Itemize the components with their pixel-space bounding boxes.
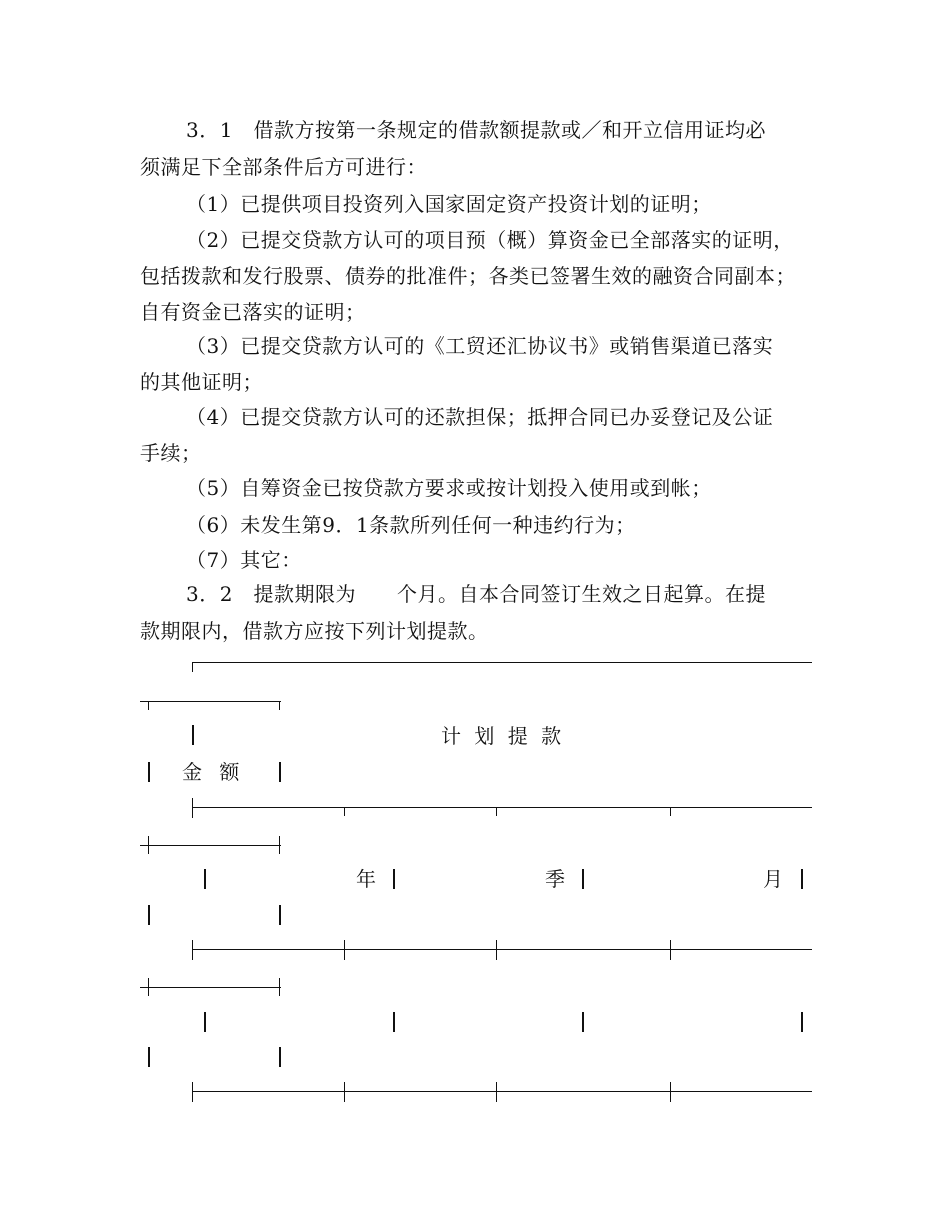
row-data-bar-3 [582,1012,584,1032]
amount-left-bar [148,762,150,782]
header-left-bar [192,725,194,745]
separator-1 [192,807,812,808]
condition-6: （6）未发生第9．1条款所列任何一种违约行为； [186,513,636,537]
table-top-border-wrap [140,701,281,702]
sep1-tee-left [192,798,193,818]
condition-2-line-3: 自有资金已落实的证明； [140,300,366,324]
row-data-wrap-bar-left [148,1047,150,1067]
row-ym-bar-1 [204,869,206,889]
condition-4-line-1: （4）已提交贷款方认可的还款担保；抵押合同已办妥登记及公证 [186,405,774,429]
separator-1-wrap [140,845,281,846]
row-ym-bar-2 [393,869,395,889]
row-ym-bar-4 [801,869,803,889]
header-plan-label: 计 划 提 款 [441,724,562,748]
sep3-cross-2 [496,1082,497,1102]
sep2-cross-2 [496,940,497,960]
clause-3-1-line-2: 须满足下全部条件后方可进行： [140,155,427,179]
condition-7: （7）其它： [186,548,302,572]
sep2-wrap-tick-right [279,978,280,996]
condition-3-line-1: （3）已提交贷款方认可的《工贸还汇协议书》或销售渠道已落实 [186,334,774,358]
sep1-tick-3 [670,807,671,816]
clause-3-2-line-1: 3．2 提款期限为 个月。自本合同签订生效之日起算。在提 [186,582,766,606]
clause-3-2-line-2: 款期限内，借款方应按下列计划提款。 [140,619,489,643]
row-ym-bar-3 [582,869,584,889]
clause-3-1-line-1: 3．1 借款方按第一条规定的借款额提款或／和开立信用证均必 [186,118,766,142]
sep2-cross-3 [670,940,671,960]
column-year: 年 [356,867,377,891]
sep2-cross-1 [344,940,345,960]
amount-right-bar [279,762,281,782]
row-data-wrap-bar-right [279,1047,281,1067]
sep1-tick-1 [344,807,345,816]
column-month: 月 [763,867,784,891]
sep3-cross-1 [344,1082,345,1102]
separator-2 [192,949,812,950]
column-quarter: 季 [545,867,566,891]
table-corner-top-left [192,662,193,672]
row-ym-wrap-bar-right [279,905,281,925]
table-top-wrap-tick-left [148,701,149,710]
sep1-wrap-tick-right [279,836,280,854]
table-top-border [192,662,812,663]
sep2-wrap-tick-left [148,978,149,996]
sep3-cross-3 [670,1082,671,1102]
condition-2-line-1: （2）已提交贷款方认可的项目预（概）算资金已全部落实的证明， [186,228,794,252]
table-top-wrap-tick-right [279,701,280,710]
condition-4-line-2: 手续； [140,441,202,465]
sep1-tick-2 [496,807,497,816]
condition-5: （5）自筹资金已按贷款方要求或按计划投入使用或到帐； [186,476,712,500]
condition-2-line-2: 包括拨款和发行股票、债券的批准件；各类已签署生效的融资合同副本； [140,264,796,288]
sep3-tee-left [192,1082,193,1102]
separator-3 [192,1091,812,1092]
row-ym-wrap-bar-left [148,905,150,925]
row-data-bar-2 [393,1012,395,1032]
separator-2-wrap [140,987,281,988]
row-data-bar-1 [204,1012,206,1032]
header-amount-label: 金 额 [182,760,240,784]
sep1-wrap-tick-left [148,836,149,854]
row-data-bar-4 [801,1012,803,1032]
sep2-tee-left [192,940,193,960]
condition-3-line-2: 的其他证明； [140,370,263,394]
condition-1: （1）已提供项目投资列入国家固定资产投资计划的证明； [186,192,712,216]
